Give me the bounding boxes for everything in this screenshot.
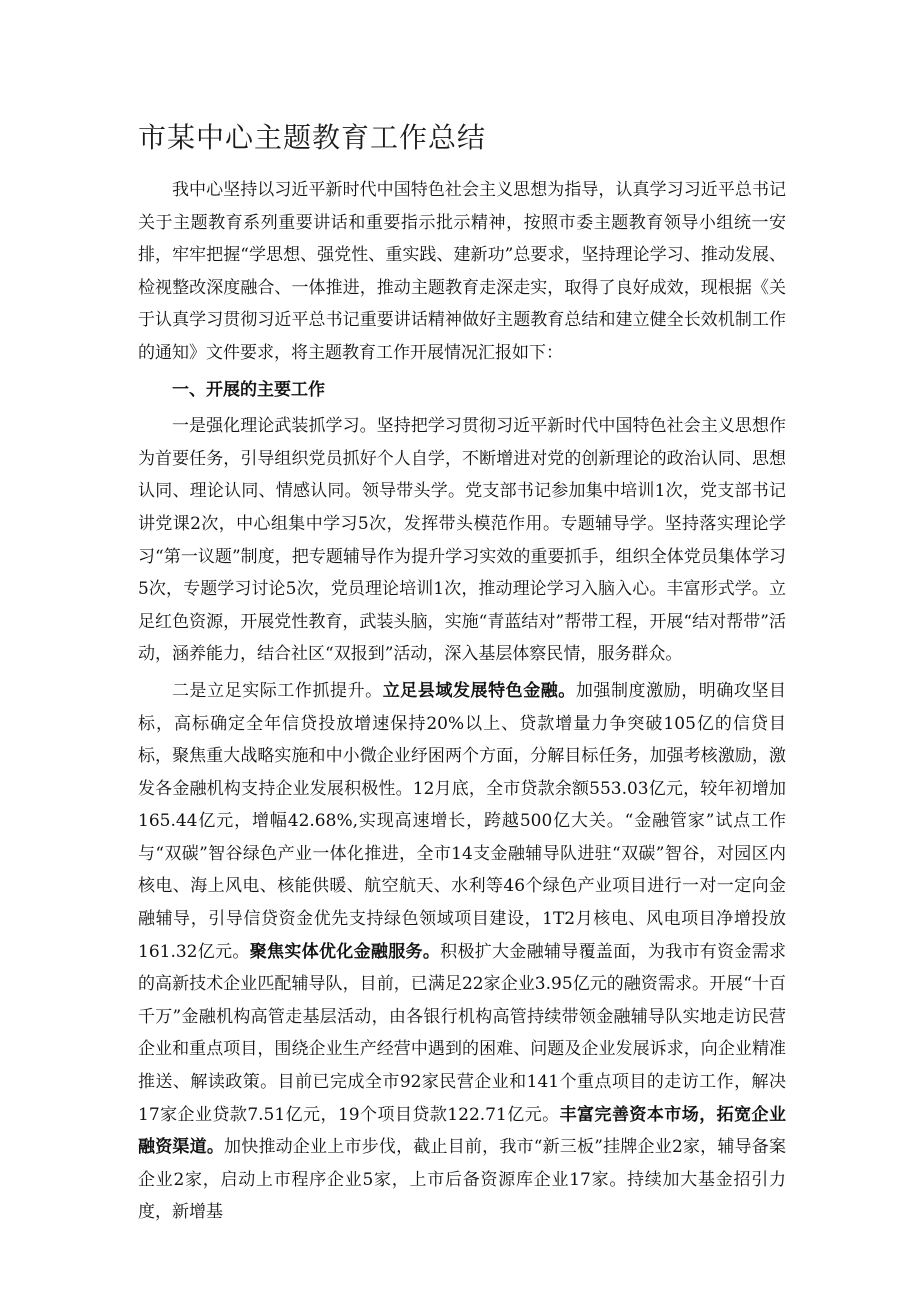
bold-subheading-county-finance: 立足县域发展特色金融。 [382,680,576,701]
intro-paragraph: 我中心坚持以习近平新时代中国特色社会主义思想为指导，认真学习习近平总书记关于主题教育系列重要讲话和重要指示批示精神，按照市委主题教育领导小组统一安排，牢牢把握“学思想、强党性、重实践、建新功”总要求，坚持理论学习、推动发展、检视整改深度融合、一体推进，推动主题教育走深走实，取得了良好成效，现根据《关于认真学习贯彻习近平总书记重要讲话精神做好主题教育总结和建立健全长效机制工作的通知》文件要求，将主题教育工作开展情况汇报如下： [138,180,786,363]
text-capital-market: 加快推动企业上市步伐，截止目前，我市“新三板”挂牌企业2家，辅导备案企业2家，启动上市程序企业5家，上市后备资源库企业17家。持续加大基金招引力度，新增基 [138,1137,786,1223]
bold-subheading-real-economy: 聚焦实体优化金融服务。 [249,941,441,962]
paragraph-work-improvement [138,675,786,1229]
document-body [138,174,786,1229]
text-county-finance: 加强制度激励，明确攻坚目标，高标确定全年信贷投放增速保持20%以上、贷款增量力争突破105亿的信贷目标，聚焦重大战略实施和中小微企业纾困两个方面，分解目标任务，加强考核激励，激发各金融机构支持企业发展积极性。12月底，全市贷款余额553.03亿元，较年初增加165.44亿元，增幅42.68%,实现高速增长，跨越500亿大关。“金融管家”试点工作与“双碳”智谷绿色产业一体化推进，全市14支金融辅导队进驻“双碳”智谷，对园区内核电、海上风电、核能供暖、航空航天、水利等46个绿色产业项目进行一对一定向金融辅导，引导信贷资金优先支持绿色领域项目建设，1T2月核电、风电项目净增投放161.32亿元。 [138,680,787,962]
paragraph-theory-study: 一是强化理论武装抓学习。坚持把学习贯彻习近平新时代中国特色社会主义思想作为首要任务，引导组织党员抓好个人自学，不断增进对党的创新理论的政治认同、思想认同、理论认同、情感认同。领导带头学。党支部书记参加集中培训1次，党支部书记讲党课2次，中心组集中学习5次，发挥带头模范作用。专题辅导学。坚持落实理论学习“第一议题”制度，把专题辅导作为提升学习实效的重要抓手，组织全体党员集体学习5次，专题学习讨论5次，党员理论培训1次，推动理论学习入脑入心。丰富形式学。立足红色资源，开展党性教育，武装头脑，实施“青蓝结对”帮带工程，开展“结对帮带”活动，涵养能力，结合社区“双报到”活动，深入基层体察民情，服务群众。 [138,416,786,665]
document-title: 市某中心主题教育工作总结 [138,121,487,154]
section-heading: 一、开展的主要工作 [172,379,325,400]
bold-subheading-capital-market: 丰富完善资本市场，拓宽企业融资渠道。 [138,1104,786,1158]
text-real-economy: 积极扩大金融辅导覆盖面，为我市有资金需求的高新技术企业匹配辅导队，目前，已满足22家企业3.95亿元的融资需求。开展“十百千万”金融机构高管走基层活动，由各银行机构高管持续带领金融辅导队实地走访民营企业和重点项目，围绕企业生产经营中遇到的困难、问题及企业发展诉求，向企业精准推送、解读政策。目前已完成全市92家民营企业和141个重点项目的走访工作，解决17家企业贷款7.51亿元，19个项目贷款122.71亿元。 [138,941,787,1125]
paragraph-lead: 二是立足实际工作抓提升。 [172,680,383,701]
